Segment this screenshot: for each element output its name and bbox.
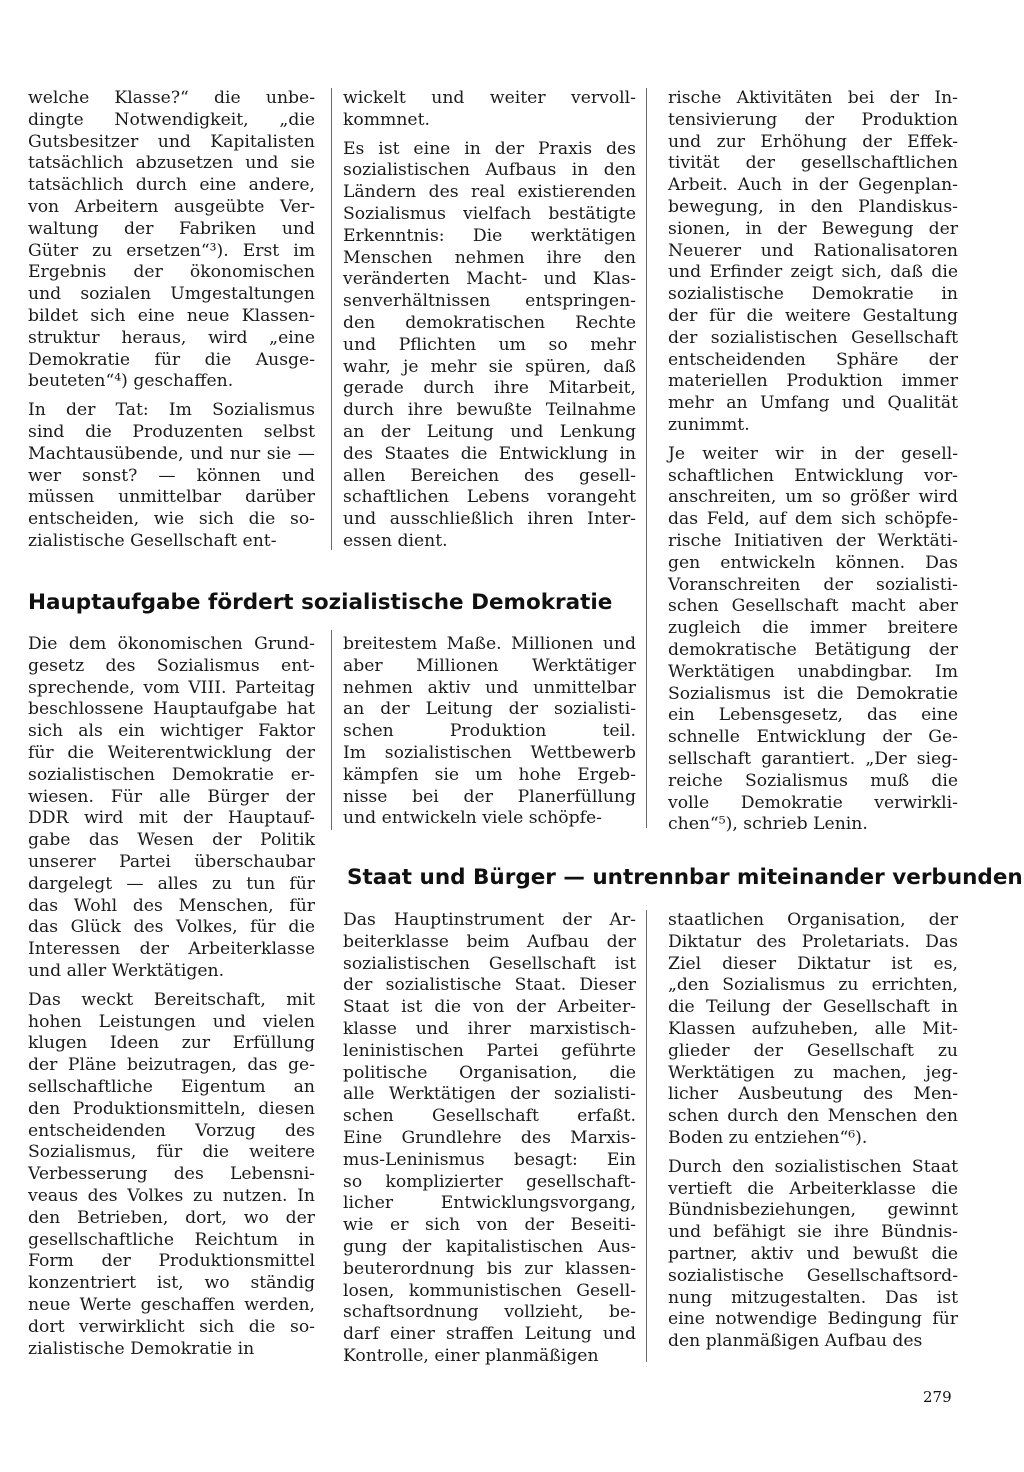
text-line: chen“⁵), schrieb Lenin.: [668, 814, 868, 835]
text-line: gung der kapitalistischen Aus-: [343, 1236, 636, 1257]
text-line: zialistische Demokratie in: [28, 1338, 255, 1359]
text-line: für die Weiterentwicklung der: [28, 742, 315, 763]
text-line: volle Demokratie verwirkli-: [668, 792, 958, 813]
text-line: unserer Partei überschaubar: [28, 851, 315, 872]
text-line: Diktatur des Proletariats. Das: [668, 931, 958, 952]
paragraph: [28, 400, 315, 553]
text-line: Ländern des real existierenden: [343, 182, 636, 203]
text-line: Eine Grundlehre des Marxis-: [343, 1127, 636, 1148]
text-line: eine notwendige Bedingung für: [668, 1309, 958, 1330]
text-line: und entwickeln viele schöpfe-: [343, 808, 602, 829]
text-line: Im sozialistischen Wettbewerb: [343, 742, 636, 763]
text-line: rische Initiativen der Werktäti-: [668, 530, 958, 551]
text-line: tivität der gesellschaftlichen: [668, 153, 958, 174]
text-line: hohen Leistungen und vielen: [28, 1011, 315, 1032]
text-line: schnelle Entwicklung der Ge-: [668, 727, 958, 748]
text-line: Kontrolle, einer planmäßigen: [343, 1345, 599, 1366]
text-line: struktur heraus, wird „eine: [28, 327, 315, 348]
text-line: Interessen der Arbeiterklasse: [28, 939, 315, 960]
text-line: staatlichen Organisation, der: [668, 910, 958, 930]
text-line: und zur Erhöhung der Effek-: [668, 131, 958, 152]
text-line: „den Sozialismus zu errichten,: [668, 975, 958, 996]
text-line: von Arbeitern ausgeübte Ver-: [28, 196, 315, 217]
text-line: partner, aktiv und bewußt die: [668, 1243, 958, 1264]
text-line: reiche Sozialismus muß die: [668, 770, 958, 791]
text-line: sellschaftliche Eigentum an: [28, 1076, 315, 1097]
text-line: schaftsordnung vollzieht, be-: [343, 1302, 636, 1323]
text-line: Durch den sozialistischen Staat: [668, 1156, 958, 1177]
paragraph: [28, 634, 315, 983]
text-line: an der Leitung und Lenkung: [343, 421, 636, 442]
column-rule: [646, 910, 647, 1362]
text-line: Voranschreiten der sozialisti-: [668, 574, 958, 595]
text-line: sozialistischen Aufbaus in den: [343, 160, 636, 181]
text-line: schen Gesellschaft erfaßt.: [343, 1106, 636, 1127]
text-line: glieder der Gesellschaft zu: [668, 1040, 958, 1061]
text-line: Güter zu ersetzen“³). Erst im: [28, 240, 315, 261]
text-line: allen Bereichen des gesell-: [343, 465, 636, 486]
text-line: und Erfinder zeigt sich, daß die: [668, 262, 958, 283]
text-line: Ziel dieser Diktatur ist es,: [668, 953, 958, 974]
text-line: gabe das Wesen der Politik: [28, 830, 315, 851]
text-line: der Pläne beizutragen, das ge-: [28, 1055, 315, 1076]
text-line: wie er sich von der Beseiti-: [343, 1215, 636, 1236]
text-line: leninistischen Partei geführte: [343, 1040, 636, 1061]
text-line: und aller Werktätigen.: [28, 960, 225, 981]
text-line: Das Hauptinstrument der Ar-: [343, 910, 636, 930]
paragraph: [668, 910, 958, 1150]
text-line: beuterordnung bis zur klassen-: [343, 1258, 636, 1279]
text-line: materiellen Produktion immer: [668, 371, 958, 392]
paragraph: [343, 139, 636, 553]
text-line: Je weiter wir in der gesell-: [668, 443, 958, 464]
text-line: sozialistischen Demokratie er-: [28, 764, 315, 785]
text-line: Die dem ökonomischen Grund-: [28, 634, 315, 654]
text-line: losen, kommunistischen Gesell-: [343, 1280, 636, 1301]
text-line: Werktätigen zu machen, jeg-: [668, 1062, 958, 1083]
text-line: schen Produktion teil.: [343, 721, 636, 742]
text-line: sprechende, vom VIII. Parteitag: [28, 677, 315, 698]
text-line: schen Gesellschaft macht aber: [668, 596, 958, 617]
text-line: veränderten Macht- und Klas-: [343, 269, 636, 290]
text-line: kommnet.: [343, 109, 430, 130]
text-line: ein Lebensgesetz, das eine: [668, 705, 958, 726]
text-line: gen entwickeln können. Das: [668, 552, 958, 573]
text-line: politische Organisation, die: [343, 1062, 636, 1083]
text-line: Werktätigen unabdingbar. Im: [668, 661, 958, 682]
text-line: wickelt und weiter vervoll-: [343, 88, 636, 108]
text-line: sozialistischen Gesellschaft ist: [343, 953, 636, 974]
text-line: Form der Produktionsmittel: [28, 1251, 315, 1272]
text-line: Gutsbesitzer und Kapitalisten: [28, 131, 315, 152]
text-line: schaftlichen Entwicklung vor-: [668, 465, 958, 486]
text-line: DDR wird mit der Hauptauf-: [28, 808, 315, 829]
text-line: durch ihre bewußte Teilnahme: [343, 400, 636, 421]
text-line: essen dient.: [343, 530, 448, 551]
text-line: sich als ein wichtiger Faktor: [28, 721, 315, 742]
text-line: den Betrieben, dort, wo der: [28, 1207, 315, 1228]
text-line: Es ist eine in der Praxis des: [343, 138, 636, 159]
text-line: breitestem Maße. Millionen und: [343, 634, 636, 654]
text-line: Menschen nehmen ihre den: [343, 247, 636, 268]
text-line: In der Tat: Im Sozialismus: [28, 400, 315, 421]
text-line: Staat ist die von der Arbeiter-: [343, 997, 636, 1018]
text-line: schaftlichen Lebens vorangeht: [343, 487, 636, 508]
text-line: den demokratischen Rechte: [343, 312, 636, 333]
text-line: Bündnisbeziehungen, gewinnt: [668, 1200, 958, 1221]
section-top-col-2: [343, 88, 636, 560]
text-line: nung mitzugestalten. Das ist: [668, 1287, 958, 1308]
text-line: des Staates die Entwicklung in: [343, 443, 636, 464]
text-line: und befähigt sie ihre Bündnis-: [668, 1222, 958, 1243]
text-line: veaus des Volkes zu nutzen. In: [28, 1185, 315, 1206]
text-line: sionen, in der Bewegung der: [668, 218, 958, 239]
text-line: Erkenntnis: Die werktätigen: [343, 225, 636, 246]
paragraph: [343, 88, 636, 132]
text-line: entscheidenden Vorzug des: [28, 1120, 315, 1141]
text-line: tatsächlich durch eine andere,: [28, 175, 315, 196]
text-line: an der Leitung der sozialisti-: [343, 699, 636, 720]
text-line: aber Millionen Werktätiger: [343, 655, 636, 676]
text-line: das Feld, auf dem sich schöpfe-: [668, 509, 958, 530]
text-line: Machtausübende, und nur sie —: [28, 443, 315, 464]
text-line: sind die Produzenten selbst: [28, 421, 315, 442]
section-state-col-1: [343, 910, 636, 1375]
section-heading: Hauptaufgabe fördert sozialistische Demokratie: [28, 590, 613, 615]
text-line: den planmäßigen Aufbau des: [668, 1331, 923, 1352]
paragraph: [343, 910, 636, 1368]
text-line: rische Aktivitäten bei der In-: [668, 88, 958, 108]
text-line: der sozialistischen Gesellschaft: [668, 327, 958, 348]
text-line: Das weckt Bereitschaft, mit: [28, 989, 315, 1010]
paragraph: [668, 88, 958, 437]
section-state-col-2: [668, 910, 958, 1360]
text-line: beschlossene Hauptaufgabe hat: [28, 699, 315, 720]
text-line: müssen unmittelbar darüber: [28, 487, 315, 508]
text-line: gesellschaftliche Reichtum in: [28, 1229, 315, 1250]
text-line: welche Klasse?“ die unbe-: [28, 88, 315, 108]
section-top-col-3: [668, 88, 958, 843]
text-line: klasse und ihrer marxistisch-: [343, 1018, 636, 1039]
text-line: und sozialen Umgestaltungen: [28, 284, 315, 305]
text-line: mus-Leninismus besagt: Ein: [343, 1149, 636, 1170]
text-line: alle Werktätigen der sozialisti-: [343, 1084, 636, 1105]
text-line: Sozialismus, für die weitere: [28, 1142, 315, 1163]
text-line: Neuerer und Rationalisatoren: [668, 240, 958, 261]
section-main-col-1: [28, 634, 315, 1367]
text-line: der sozialistische Staat. Dieser: [343, 975, 636, 996]
text-line: klugen Ideen zur Erfüllung: [28, 1033, 315, 1054]
text-line: sellschaft garantiert. „Der sieg-: [668, 748, 958, 769]
text-line: zialistische Gesellschaft ent-: [28, 530, 277, 551]
paragraph: [28, 88, 315, 393]
page-number: 279: [923, 1388, 952, 1406]
text-line: Boden zu entziehen“⁶).: [668, 1127, 868, 1148]
text-line: Arbeit. Auch in der Gegenplan-: [668, 175, 958, 196]
text-line: mehr an Umfang und Qualität: [668, 393, 958, 414]
text-line: dingte Notwendigkeit, „die: [28, 109, 315, 130]
text-line: wer sonst? — können und: [28, 465, 315, 486]
text-line: nisse bei der Planerfüllung: [343, 786, 636, 807]
text-line: Verbesserung des Lebensni-: [28, 1164, 315, 1185]
text-line: gesetz des Sozialismus ent-: [28, 655, 315, 676]
paragraph: [343, 634, 636, 830]
text-line: Demokratie für die Ausge-: [28, 349, 315, 370]
text-line: entscheidenden Sphäre der: [668, 349, 958, 370]
text-line: licher Ausbeutung des Men-: [668, 1084, 958, 1105]
text-line: beuteten“⁴) geschaffen.: [28, 371, 234, 392]
text-line: demokratische Betätigung der: [668, 639, 958, 660]
text-line: und Pflichten um so mehr: [343, 334, 636, 355]
text-line: bewegung, in den Plandiskus-: [668, 196, 958, 217]
section-heading: Staat und Bürger — untrennbar miteinander verbunden: [347, 865, 1023, 890]
text-line: vertieft die Arbeiterklasse die: [668, 1178, 958, 1199]
text-line: den Produktionsmitteln, diesen: [28, 1098, 315, 1119]
text-line: konzentriert ist, wo ständig: [28, 1273, 315, 1294]
text-line: und ausschließlich ihren Inter-: [343, 509, 636, 530]
text-line: kämpfen sie um hohe Ergeb-: [343, 764, 636, 785]
column-rule: [331, 88, 332, 550]
text-line: darf einer straffen Leitung und: [343, 1324, 636, 1345]
text-line: schen durch den Menschen den: [668, 1106, 958, 1127]
text-line: tatsächlich abzusetzen und sie: [28, 153, 315, 174]
text-line: Klassen aufzuheben, alle Mit-: [668, 1018, 958, 1039]
text-line: entscheiden, wie sich die so-: [28, 509, 315, 530]
text-line: anschreiten, um so größer wird: [668, 487, 958, 508]
text-line: dargelegt — alles zu tun für: [28, 873, 315, 894]
text-line: wiesen. Für alle Bürger der: [28, 786, 315, 807]
text-line: neue Werte geschaffen werden,: [28, 1294, 315, 1315]
text-line: licher Entwicklungsvorgang,: [343, 1193, 636, 1214]
text-line: zugleich die immer breitere: [668, 618, 958, 639]
paragraph: [668, 444, 958, 836]
text-line: dort verwirklicht sich die so-: [28, 1316, 315, 1337]
text-line: sozialistische Gesellschaftsord-: [668, 1265, 958, 1286]
text-line: zunimmt.: [668, 414, 750, 435]
text-line: beiterklasse beim Aufbau der: [343, 931, 636, 952]
text-line: Ergebnis der ökonomischen: [28, 262, 315, 283]
text-line: gerade durch ihre Mitarbeit,: [343, 378, 636, 399]
text-line: das Glück des Volkes, für die: [28, 917, 315, 938]
text-line: nehmen aktiv und unmittelbar: [343, 677, 636, 698]
column-rule: [646, 88, 647, 828]
text-line: senverhältnissen entspringen-: [343, 291, 636, 312]
text-line: bildet sich eine neue Klassen-: [28, 305, 315, 326]
text-line: waltung der Fabriken und: [28, 218, 315, 239]
text-line: die Teilung der Gesellschaft in: [668, 997, 958, 1018]
text-line: sozialistische Demokratie in: [668, 284, 958, 305]
text-line: tensivierung der Produktion: [668, 109, 958, 130]
text-line: Sozialismus ist die Demokratie: [668, 683, 958, 704]
text-line: so komplizierter gesellschaft-: [343, 1171, 636, 1192]
text-line: das Wohl des Menschen, für: [28, 895, 315, 916]
section-main-col-2: [343, 634, 636, 837]
paragraph: [668, 1157, 958, 1353]
text-line: Sozialismus vielfach bestätigte: [343, 203, 636, 224]
paragraph: [28, 990, 315, 1361]
text-line: der für die weitere Gestaltung: [668, 305, 958, 326]
text-line: wahr, je mehr sie spüren, daß: [343, 356, 636, 377]
column-rule: [331, 630, 332, 830]
section-top-col-1: [28, 88, 315, 560]
